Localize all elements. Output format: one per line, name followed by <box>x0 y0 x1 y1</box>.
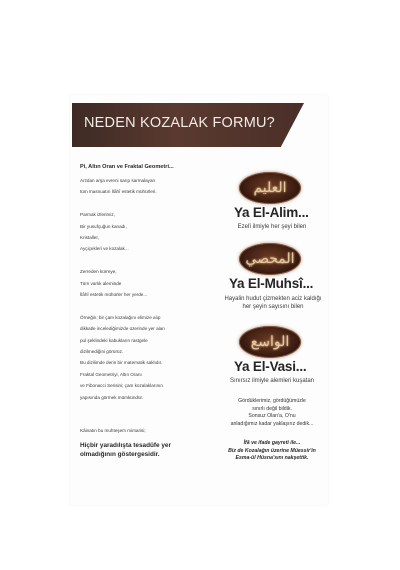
text-line: Esma-ül Hüsna'sını nakşettik. <box>235 455 309 462</box>
calligraphy-vasi: الواسع <box>250 334 290 350</box>
text-line: tüm masnuatın İlâhî estetik mühürleri. <box>80 189 157 195</box>
text-line: Arzdan arşa evreni sarıp sarmalayan <box>80 178 156 183</box>
right-paragraph <box>222 398 322 428</box>
name-desc-muhsi <box>218 295 328 311</box>
text-line: Bu dizilimde derin bir matematik saklıdır. <box>80 360 163 366</box>
desc-line: her şeyin sayısını bilen <box>242 304 304 310</box>
text-line: Parmak izlerimiz, <box>80 212 115 218</box>
text-line: Zerreden kürreye, <box>80 269 117 275</box>
calligraphy-alim: العليم <box>253 180 287 196</box>
desc-line: Hayalin hudut çizmekten aciz kaldığı <box>224 296 322 302</box>
closing-statement: Hiçbir yaradılışta tesadüfe yer olmadığının göstergesidir. <box>80 442 171 458</box>
text-line: pul şeklindeki kabukların rastgele <box>80 337 148 343</box>
text-line: Ayçiçekleri ve kozalak... <box>80 246 129 252</box>
text-line: dizilmediğini görürüz. <box>80 349 124 355</box>
page-title: NEDEN KOZALAK FORMU? <box>84 115 275 131</box>
text-line: Kristaller, <box>80 235 99 241</box>
text-line: Bir yusufçuğun kanadı, <box>80 223 127 229</box>
calligraphy-medallion-vasi <box>239 326 301 358</box>
text-line: Örneğin; bir çam kozalağını elimize alıp <box>80 314 161 320</box>
text-line: ve Fibonacci Serisini; çam kozalaklarının <box>80 383 163 389</box>
text-line: Biz de Kozalağın üzerine Müessir'in <box>228 447 316 454</box>
left-column <box>80 163 200 403</box>
calligraphy-muhsi: المحصي <box>245 251 295 267</box>
text-line: İfâ ve ifade gayreti ile... <box>243 440 301 446</box>
calligraphy-medallion-alim <box>239 172 301 204</box>
name-desc-alim: Ezelî ilmiyle her şeyi bilen <box>237 224 307 230</box>
text-line: İlâhî estetik mühürler her yerde... <box>80 292 148 298</box>
text-line: dikkatle incelediğimizde üzerinde yer alan <box>80 326 165 332</box>
name-title-vasi: Ya El-Vasi... <box>234 359 307 374</box>
left-heading: Pi, Altın Oran ve Fraktal Geometri... <box>80 164 174 170</box>
text-line: Sonsuz Olan'a, O'nu <box>248 413 296 420</box>
text-line: anladığımız kadar yaklaşırız dedik... <box>230 420 314 427</box>
text-line: yapısında görmek mümkündür. <box>80 394 144 400</box>
name-title-alim: Ya El-Alim... <box>234 205 309 220</box>
calligraphy-medallion-muhsi <box>239 243 301 275</box>
text-line: Gördüklerimiz, gördüğümüzle <box>238 398 306 404</box>
text-line: Tüm varlık aleminde <box>80 280 122 286</box>
closing-intro: Kâinatın bu muhteşem mimarisi; <box>80 428 146 433</box>
text-line: sınırlı değil bildik. <box>252 405 292 412</box>
right-bold-statement <box>218 440 326 463</box>
name-desc-vasi: Sınırsız ilmiyle alemleri kuşatan <box>229 378 315 384</box>
name-title-muhsi: Ya El-Muhsî... <box>229 276 314 291</box>
text-line: Fraktal Geometriyi, Altın Oranı <box>80 371 142 377</box>
